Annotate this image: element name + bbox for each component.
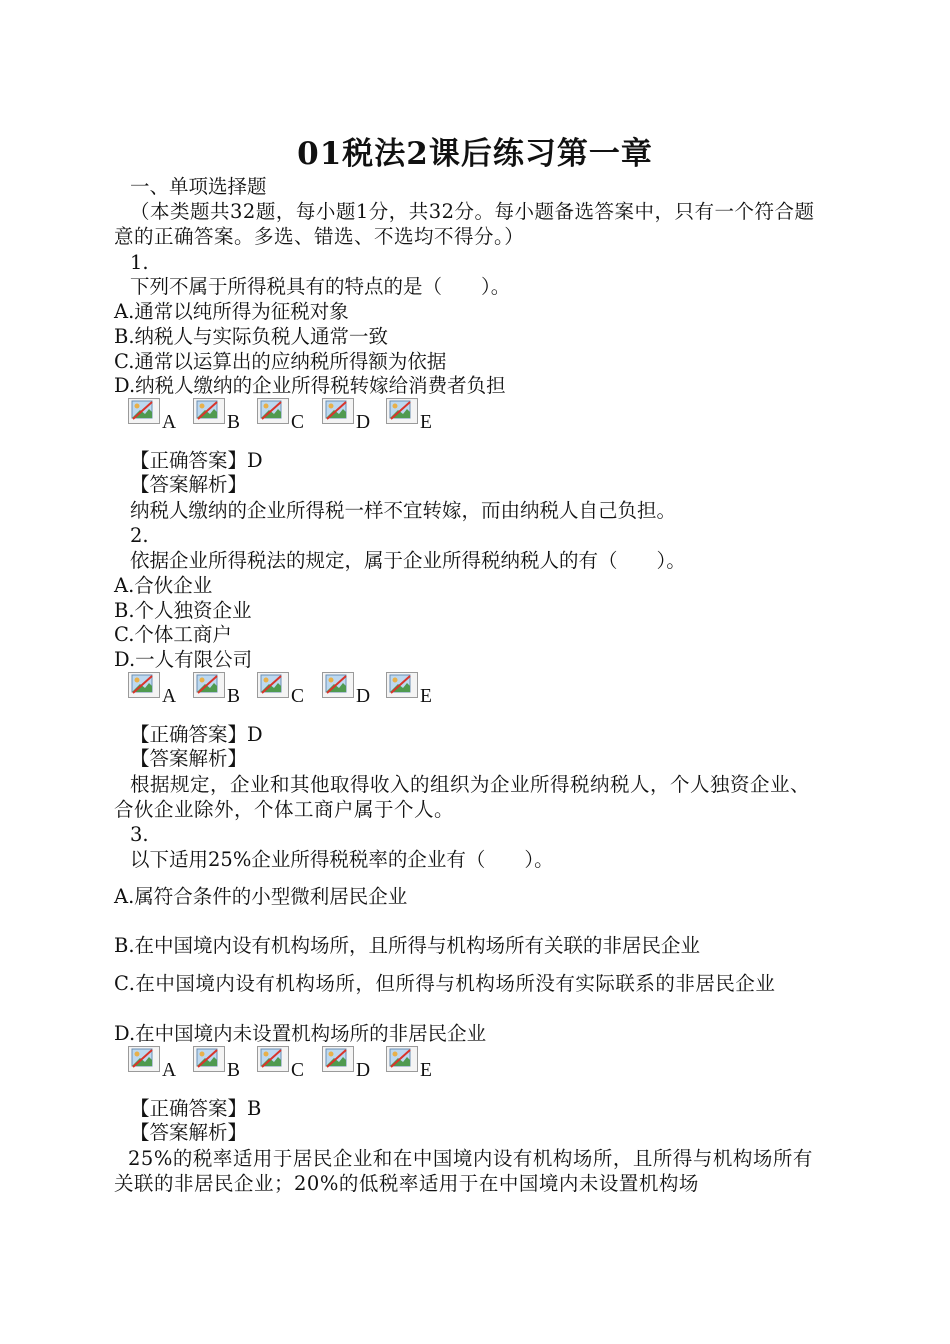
document-title: 01税法2课后练习第一章 (297, 136, 653, 172)
correct-answer: 【正确答案】B (130, 1097, 262, 1120)
image-placeholder-icon (128, 398, 160, 424)
image-placeholder-icon (322, 398, 354, 424)
choice-label: E (420, 412, 432, 433)
choice-label: C (291, 686, 305, 707)
analysis-text: 25%的税率适用于居民企业和在中国境内设有机构场所，且所得与机构场所有关联的非居民企业；20%的低税率适用于在中国境内未设置机构场 (114, 1147, 813, 1195)
option-c: C.通常以运算出的应纳税所得额为依据 (114, 350, 447, 373)
choice-label: C (291, 412, 305, 433)
choice-label: B (227, 1060, 241, 1081)
analysis-text: 根据规定，企业和其他取得收入的组织为企业所得税纳税人，个人独资企业、合伙企业除外，个体工商户属于个人。 (114, 773, 811, 821)
choice-c[interactable] (257, 672, 315, 712)
choice-label: C (291, 1060, 305, 1081)
question-stem: 依据企业所得税法的规定，属于企业所得税纳税人的有（ ）。 (130, 549, 686, 572)
choice-e[interactable] (386, 1046, 444, 1086)
answer-choice-row (128, 1046, 468, 1086)
question-number: 1. (130, 251, 149, 274)
image-placeholder-icon (128, 1046, 160, 1072)
choice-d[interactable] (322, 398, 380, 438)
option-b: B.个人独资企业 (114, 599, 252, 622)
choice-label: E (420, 686, 432, 707)
question-stem: 下列不属于所得税具有的特点的是（ ）。 (130, 275, 511, 298)
image-placeholder-icon (193, 672, 225, 698)
section-heading: 一、单项选择题 (130, 175, 267, 198)
image-placeholder-icon (386, 398, 418, 424)
correct-answer: 【正确答案】D (130, 449, 263, 472)
answer-choice-row (128, 672, 468, 712)
choice-c[interactable] (257, 398, 315, 438)
image-placeholder-icon (322, 1046, 354, 1072)
choice-a[interactable] (128, 672, 186, 712)
choice-d[interactable] (322, 672, 380, 712)
image-placeholder-icon (193, 1046, 225, 1072)
choice-a[interactable] (128, 398, 186, 438)
choice-a[interactable] (128, 1046, 186, 1086)
analysis-label: 【答案解析】 (130, 747, 248, 770)
choice-label: B (227, 686, 241, 707)
choice-label: A (162, 412, 177, 433)
option-a: A.属符合条件的小型微利居民企业 (114, 885, 408, 908)
option-c: C.个体工商户 (114, 623, 232, 646)
choice-label: E (420, 1060, 432, 1081)
question-number: 2. (130, 524, 149, 547)
correct-answer: 【正确答案】D (130, 723, 263, 746)
image-placeholder-icon (322, 672, 354, 698)
choice-label: B (227, 412, 241, 433)
choice-label: D (356, 686, 371, 707)
option-c: C.在中国境内设有机构场所，但所得与机构场所没有实际联系的非居民企业 (114, 972, 776, 995)
choice-e[interactable] (386, 398, 444, 438)
option-b: B.纳税人与实际负税人通常一致 (114, 325, 389, 348)
image-placeholder-icon (386, 1046, 418, 1072)
question-number: 3. (130, 823, 149, 846)
image-placeholder-icon (257, 672, 289, 698)
choice-label: A (162, 686, 177, 707)
image-placeholder-icon (193, 398, 225, 424)
option-d: D.纳税人缴纳的企业所得税转嫁给消费者负担 (114, 374, 506, 397)
image-placeholder-icon (257, 1046, 289, 1072)
option-a: A.通常以纯所得为征税对象 (114, 300, 349, 323)
choice-e[interactable] (386, 672, 444, 712)
choice-c[interactable] (257, 1046, 315, 1086)
option-d: D.一人有限公司 (114, 648, 253, 671)
option-d: D.在中国境内未设置机构场所的非居民企业 (114, 1022, 487, 1045)
analysis-text: 纳税人缴纳的企业所得税一样不宜转嫁，而由纳税人自己负担。 (130, 499, 677, 522)
choice-b[interactable] (193, 1046, 251, 1086)
choice-b[interactable] (193, 398, 251, 438)
option-a: A.合伙企业 (114, 574, 213, 597)
choice-label: D (356, 412, 371, 433)
analysis-label: 【答案解析】 (130, 1121, 248, 1144)
answer-choice-row (128, 398, 468, 438)
choice-label: A (162, 1060, 177, 1081)
section-instructions: （本类题共32题，每小题1分，共32分。每小题备选答案中，只有一个符合题意的正确答案。多选、错选、不选均不得分。） (114, 200, 815, 248)
choice-label: D (356, 1060, 371, 1081)
choice-b[interactable] (193, 672, 251, 712)
option-b: B.在中国境内设有机构场所，且所得与机构场所有关联的非居民企业 (114, 934, 701, 957)
image-placeholder-icon (128, 672, 160, 698)
image-placeholder-icon (386, 672, 418, 698)
analysis-label: 【答案解析】 (130, 473, 248, 496)
image-placeholder-icon (257, 398, 289, 424)
question-stem: 以下适用25%企业所得税税率的企业有（ ）。 (130, 848, 554, 871)
choice-d[interactable] (322, 1046, 380, 1086)
